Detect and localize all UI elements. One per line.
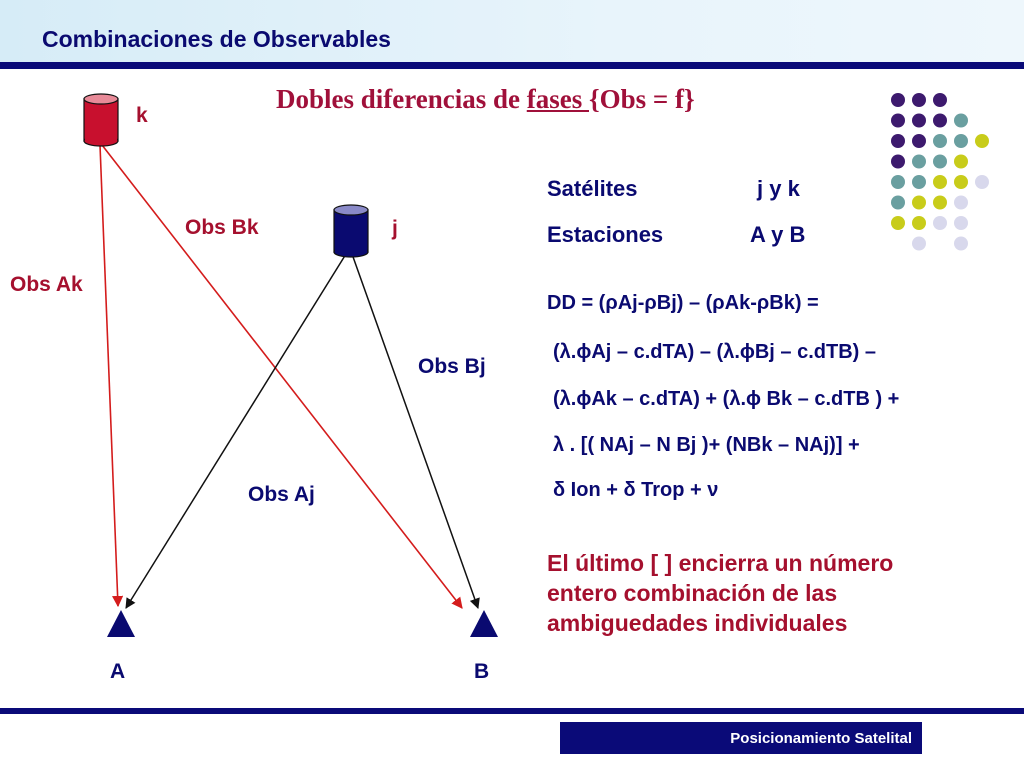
decorative-dot xyxy=(975,134,989,148)
decorative-dot xyxy=(954,114,968,128)
decorative-dot xyxy=(954,134,968,148)
equation-line-2: (λ.ϕAj – c.dTA) – (λ.ϕBj – c.dTB) – xyxy=(553,341,876,363)
decorative-dot xyxy=(954,237,968,251)
decorative-dot xyxy=(912,237,926,251)
equation-line-5: δ Ion + δ Trop + ν xyxy=(553,479,719,501)
decorative-dot xyxy=(933,93,947,107)
decorative-dot xyxy=(891,93,905,107)
decorative-dot xyxy=(933,196,947,210)
satellite-k-label: k xyxy=(136,104,148,127)
decorative-dot xyxy=(933,216,947,230)
footer-label: Posicionamiento Satelital xyxy=(560,722,922,754)
decorative-dot xyxy=(891,216,905,230)
title-underlined: fases xyxy=(526,84,589,114)
decorative-dot xyxy=(912,134,926,148)
equation-line-3: (λ.ϕAk – c.dTA) + (λ.ϕ Bk – c.dTB ) + xyxy=(553,388,900,410)
decorative-dot xyxy=(975,175,989,189)
satellites-label: Satélites xyxy=(547,176,638,201)
obs-bj-label: Obs Bj xyxy=(418,355,486,378)
decorative-dot xyxy=(912,196,926,210)
equation-line-1: DD = (ρAj-ρBj) – (ρAk-ρBk) = xyxy=(547,292,819,314)
title-suffix: {Obs = f} xyxy=(589,84,695,114)
satellite-j-label: j xyxy=(392,217,398,240)
title-prefix: Dobles diferencias de xyxy=(276,84,527,114)
decorative-dot xyxy=(912,93,926,107)
obs-aj-label: Obs Aj xyxy=(248,483,315,506)
equation-line-4: λ . [( NAj – N Bj )+ (NBk – NAj)] + xyxy=(553,434,860,456)
decorative-dot xyxy=(912,114,926,128)
decorative-dot xyxy=(933,155,947,169)
decorative-dot xyxy=(954,155,968,169)
decorative-dot xyxy=(912,216,926,230)
stations-label: Estaciones xyxy=(547,222,664,247)
decorative-dot xyxy=(912,155,926,169)
station-a-label: A xyxy=(110,660,126,683)
ambiguity-note: El último [ ] encierra un número entero combinación de las ambiguedades individuales xyxy=(547,550,894,636)
decorative-dot xyxy=(891,134,905,148)
decorative-dot xyxy=(933,114,947,128)
station-b-label: B xyxy=(474,660,490,683)
obs-bk-label: Obs Bk xyxy=(185,216,259,239)
decorative-dot xyxy=(933,134,947,148)
decorative-dot xyxy=(891,196,905,210)
stations-value: A y B xyxy=(750,222,806,247)
decorative-dot xyxy=(954,175,968,189)
slide-heading: Combinaciones de Observables xyxy=(42,26,391,52)
decorative-dot xyxy=(954,216,968,230)
obs-ak-label: Obs Ak xyxy=(10,273,83,296)
decorative-dot xyxy=(912,175,926,189)
footer-rule xyxy=(0,708,1024,714)
decorative-dot xyxy=(954,196,968,210)
decorative-dot xyxy=(891,114,905,128)
satellites-value: j y k xyxy=(757,176,800,201)
decorative-dot xyxy=(933,175,947,189)
decorative-dot xyxy=(891,155,905,169)
decorative-dot xyxy=(891,175,905,189)
